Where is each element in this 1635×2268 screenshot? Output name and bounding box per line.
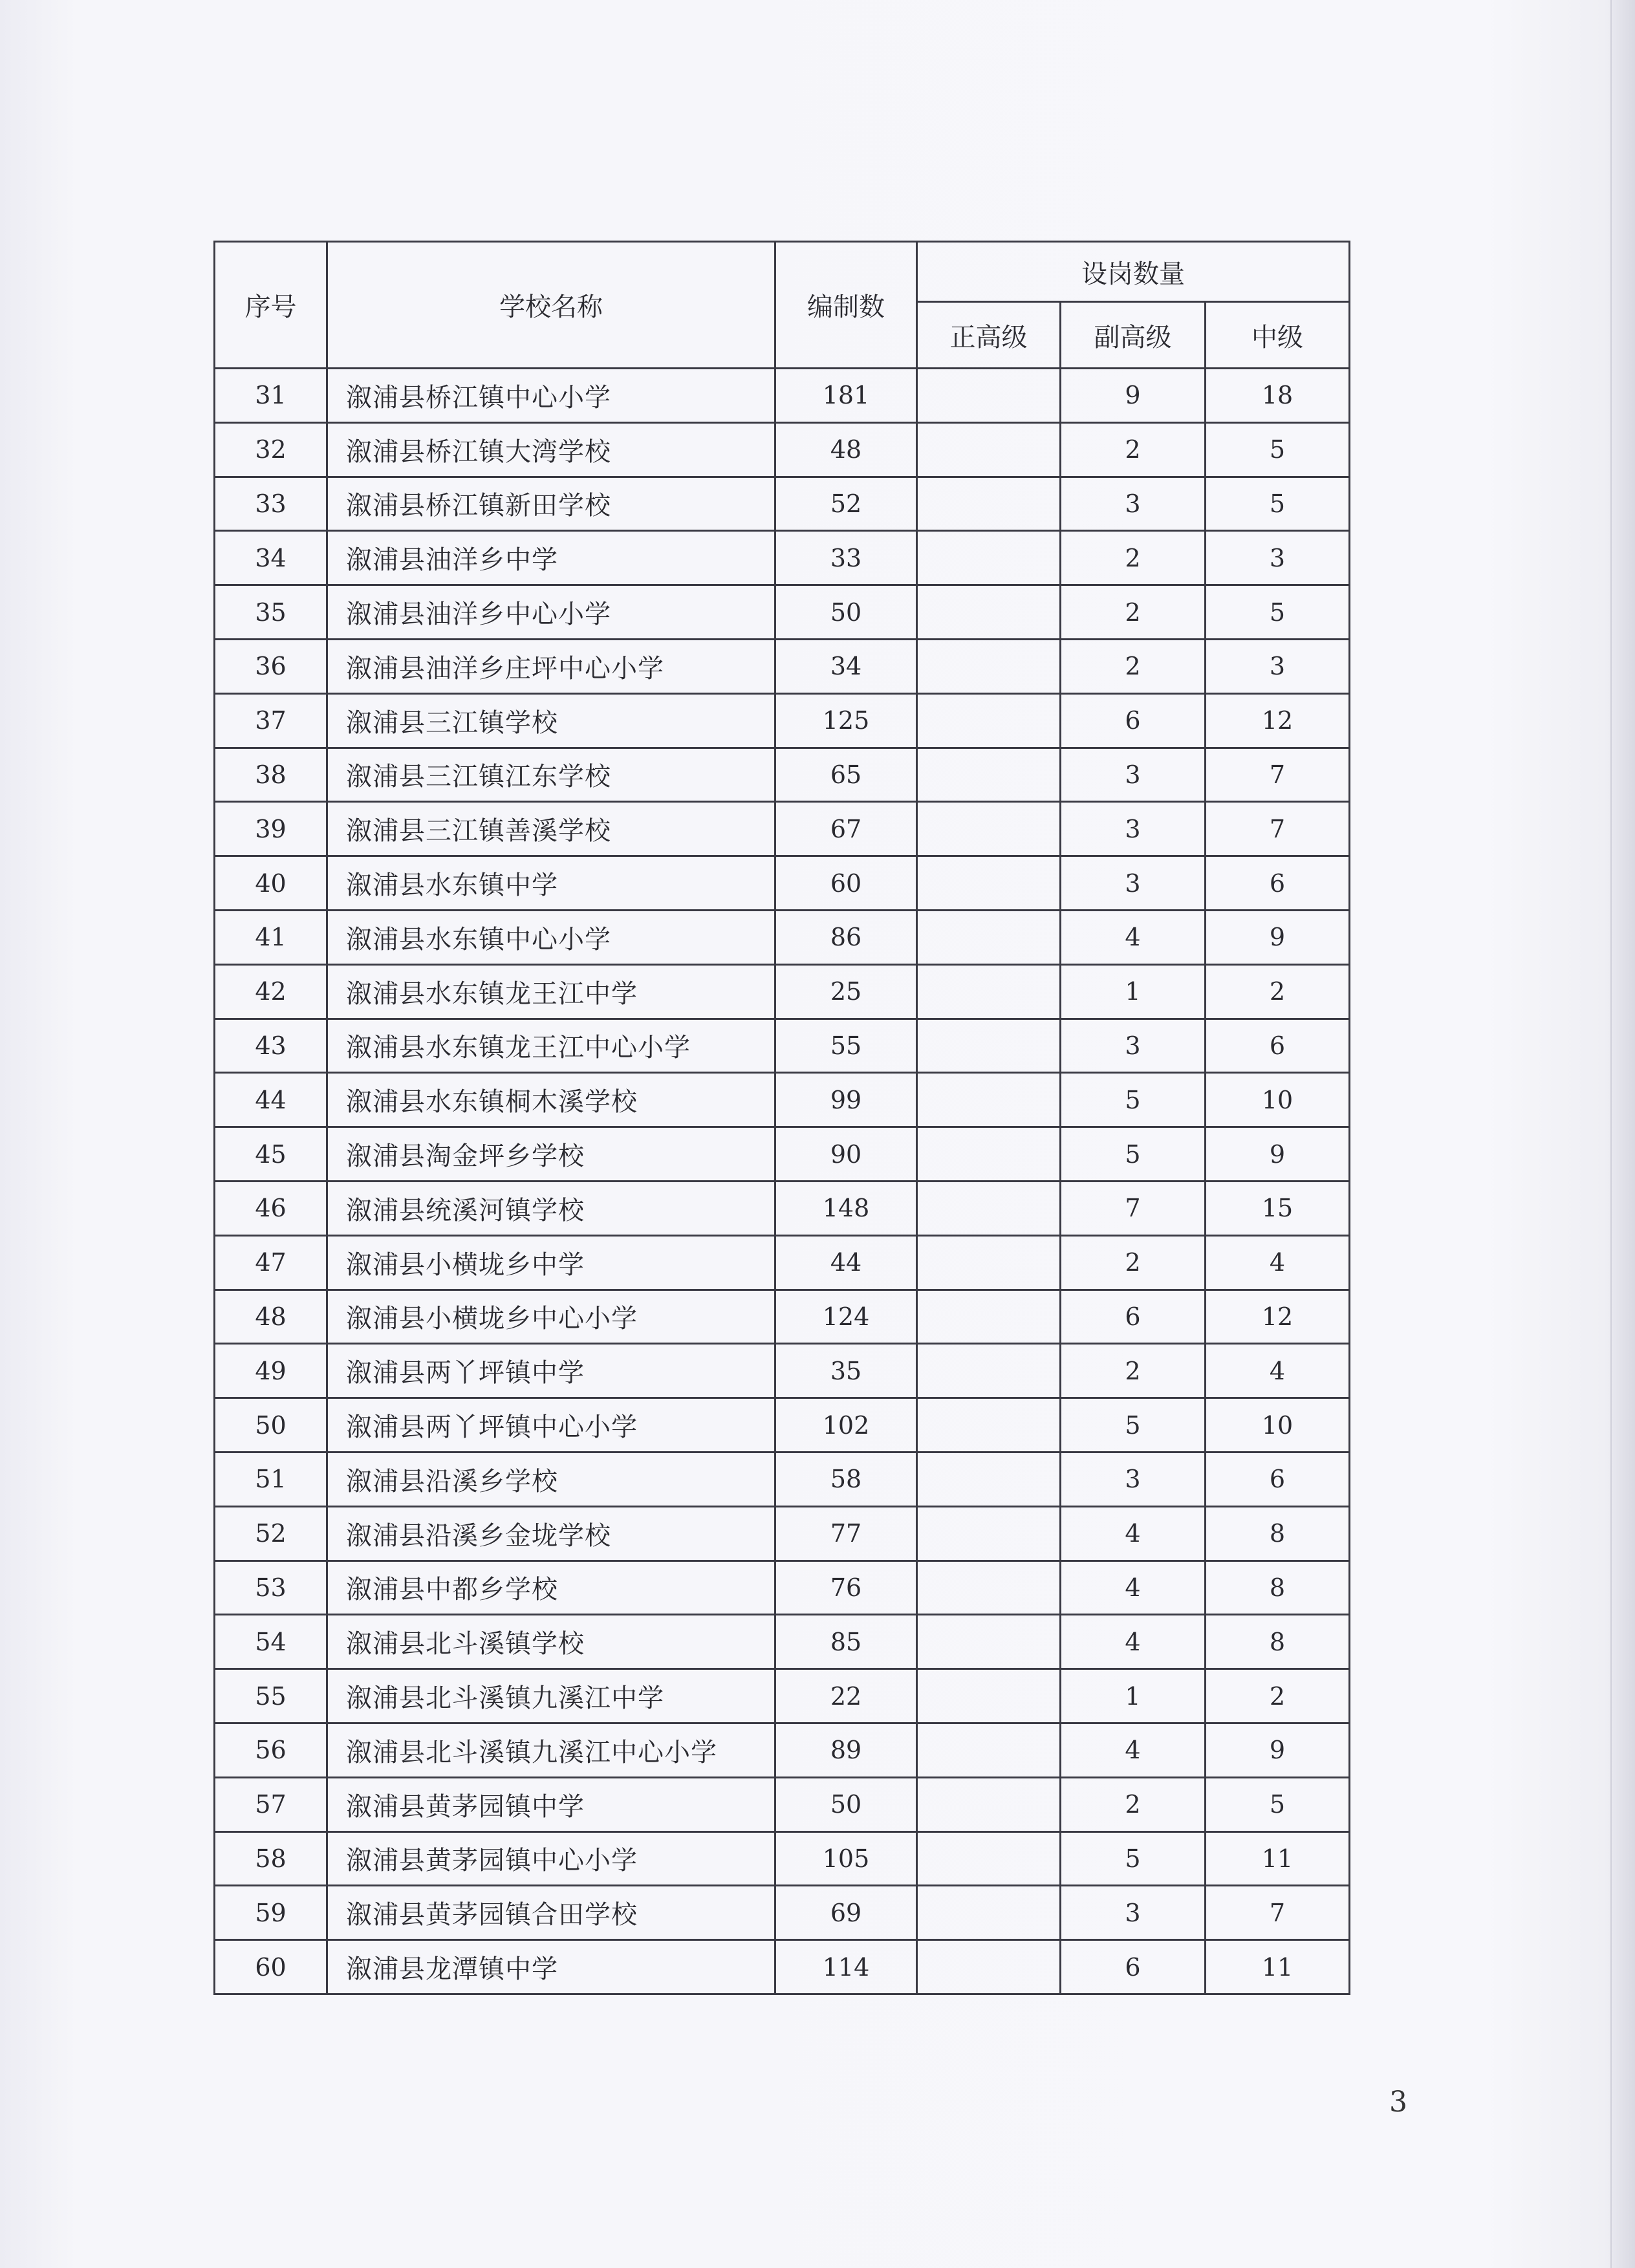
cell-quota: 22 bbox=[775, 1669, 917, 1723]
cell-school-name: 溆浦县水东镇中学 bbox=[327, 856, 775, 911]
table-row bbox=[215, 1777, 1350, 1831]
cell-intermediate: 7 bbox=[1206, 748, 1350, 802]
cell-senior bbox=[917, 1073, 1061, 1127]
cell-school-name: 溆浦县小横垅乡中学 bbox=[327, 1235, 775, 1290]
cell-seq: 48 bbox=[215, 1290, 327, 1344]
cell-seq: 36 bbox=[215, 639, 327, 693]
table-row bbox=[215, 1561, 1350, 1615]
cell-intermediate: 5 bbox=[1206, 422, 1350, 477]
table-row bbox=[215, 1506, 1350, 1561]
table-row bbox=[215, 1290, 1350, 1344]
cell-seq: 44 bbox=[215, 1073, 327, 1127]
cell-deputy-senior: 4 bbox=[1061, 1506, 1206, 1561]
cell-school-name: 溆浦县小横垅乡中心小学 bbox=[327, 1290, 775, 1344]
cell-quota: 65 bbox=[775, 748, 917, 802]
cell-senior bbox=[917, 1344, 1061, 1398]
cell-senior bbox=[917, 1615, 1061, 1669]
cell-intermediate: 5 bbox=[1206, 585, 1350, 640]
table-row bbox=[215, 964, 1350, 1019]
cell-seq: 43 bbox=[215, 1019, 327, 1073]
table-row bbox=[215, 1127, 1350, 1182]
table-row bbox=[215, 477, 1350, 531]
table-row bbox=[215, 422, 1350, 477]
table-row bbox=[215, 910, 1350, 964]
cell-seq: 52 bbox=[215, 1506, 327, 1561]
cell-school-name: 溆浦县桥江镇大湾学校 bbox=[327, 422, 775, 477]
cell-senior bbox=[917, 693, 1061, 748]
cell-quota: 99 bbox=[775, 1073, 917, 1127]
cell-school-name: 溆浦县黄茅园镇合田学校 bbox=[327, 1886, 775, 1940]
cell-school-name: 溆浦县三江镇学校 bbox=[327, 693, 775, 748]
cell-seq: 56 bbox=[215, 1723, 327, 1777]
cell-senior bbox=[917, 856, 1061, 911]
cell-seq: 31 bbox=[215, 369, 327, 423]
page-edge-shadow bbox=[1610, 0, 1635, 2268]
cell-quota: 102 bbox=[775, 1398, 917, 1453]
cell-quota: 90 bbox=[775, 1127, 917, 1182]
cell-deputy-senior: 6 bbox=[1061, 1290, 1206, 1344]
table-row bbox=[215, 1073, 1350, 1127]
cell-seq: 39 bbox=[215, 802, 327, 856]
cell-deputy-senior: 6 bbox=[1061, 1940, 1206, 1994]
cell-seq: 47 bbox=[215, 1235, 327, 1290]
cell-seq: 33 bbox=[215, 477, 327, 531]
cell-senior bbox=[917, 910, 1061, 964]
cell-senior bbox=[917, 1886, 1061, 1940]
cell-seq: 51 bbox=[215, 1452, 327, 1506]
cell-deputy-senior: 1 bbox=[1061, 964, 1206, 1019]
cell-intermediate: 8 bbox=[1206, 1506, 1350, 1561]
cell-deputy-senior: 5 bbox=[1061, 1831, 1206, 1886]
cell-school-name: 溆浦县水东镇桐木溪学校 bbox=[327, 1073, 775, 1127]
cell-intermediate: 6 bbox=[1206, 1019, 1350, 1073]
table-row bbox=[215, 802, 1350, 856]
cell-deputy-senior: 3 bbox=[1061, 477, 1206, 531]
cell-quota: 44 bbox=[775, 1235, 917, 1290]
cell-seq: 55 bbox=[215, 1669, 327, 1723]
cell-seq: 54 bbox=[215, 1615, 327, 1669]
cell-intermediate: 5 bbox=[1206, 1777, 1350, 1831]
cell-senior bbox=[917, 1723, 1061, 1777]
table-row bbox=[215, 1181, 1350, 1235]
cell-deputy-senior: 5 bbox=[1061, 1398, 1206, 1453]
cell-quota: 114 bbox=[775, 1940, 917, 1994]
cell-intermediate: 5 bbox=[1206, 477, 1350, 531]
cell-seq: 53 bbox=[215, 1561, 327, 1615]
cell-intermediate: 11 bbox=[1206, 1831, 1350, 1886]
cell-quota: 25 bbox=[775, 964, 917, 1019]
cell-deputy-senior: 2 bbox=[1061, 639, 1206, 693]
cell-school-name: 溆浦县龙潭镇中学 bbox=[327, 1940, 775, 1994]
cell-quota: 69 bbox=[775, 1886, 917, 1940]
cell-intermediate: 2 bbox=[1206, 964, 1350, 1019]
cell-senior bbox=[917, 1506, 1061, 1561]
cell-quota: 35 bbox=[775, 1344, 917, 1398]
cell-school-name: 溆浦县沿溪乡学校 bbox=[327, 1452, 775, 1506]
header-school-name: 学校名称 bbox=[327, 242, 775, 369]
cell-quota: 181 bbox=[775, 369, 917, 423]
cell-school-name: 溆浦县油洋乡庄坪中心小学 bbox=[327, 639, 775, 693]
cell-quota: 85 bbox=[775, 1615, 917, 1669]
cell-intermediate: 10 bbox=[1206, 1398, 1350, 1453]
cell-senior bbox=[917, 802, 1061, 856]
cell-intermediate: 10 bbox=[1206, 1073, 1350, 1127]
cell-deputy-senior: 2 bbox=[1061, 1777, 1206, 1831]
cell-seq: 57 bbox=[215, 1777, 327, 1831]
cell-intermediate: 7 bbox=[1206, 802, 1350, 856]
cell-seq: 60 bbox=[215, 1940, 327, 1994]
cell-quota: 60 bbox=[775, 856, 917, 911]
cell-intermediate: 4 bbox=[1206, 1235, 1350, 1290]
table-row bbox=[215, 1398, 1350, 1453]
cell-senior bbox=[917, 369, 1061, 423]
cell-school-name: 溆浦县桥江镇中心小学 bbox=[327, 369, 775, 423]
table-row bbox=[215, 369, 1350, 423]
cell-deputy-senior: 1 bbox=[1061, 1669, 1206, 1723]
cell-senior bbox=[917, 1398, 1061, 1453]
cell-quota: 58 bbox=[775, 1452, 917, 1506]
cell-quota: 33 bbox=[775, 531, 917, 585]
cell-intermediate: 3 bbox=[1206, 531, 1350, 585]
cell-intermediate: 6 bbox=[1206, 1452, 1350, 1506]
cell-intermediate: 9 bbox=[1206, 1723, 1350, 1777]
cell-senior bbox=[917, 531, 1061, 585]
header-deputy-senior: 副高级 bbox=[1061, 302, 1206, 369]
cell-deputy-senior: 3 bbox=[1061, 856, 1206, 911]
cell-school-name: 溆浦县桥江镇新田学校 bbox=[327, 477, 775, 531]
table-row bbox=[215, 531, 1350, 585]
table-row bbox=[215, 748, 1350, 802]
table-row bbox=[215, 1886, 1350, 1940]
cell-senior bbox=[917, 422, 1061, 477]
cell-deputy-senior: 4 bbox=[1061, 1723, 1206, 1777]
cell-senior bbox=[917, 1127, 1061, 1182]
cell-quota: 125 bbox=[775, 693, 917, 748]
cell-seq: 32 bbox=[215, 422, 327, 477]
cell-quota: 77 bbox=[775, 1506, 917, 1561]
cell-senior bbox=[917, 585, 1061, 640]
cell-deputy-senior: 7 bbox=[1061, 1181, 1206, 1235]
cell-quota: 89 bbox=[775, 1723, 917, 1777]
cell-senior bbox=[917, 748, 1061, 802]
cell-school-name: 溆浦县北斗溪镇九溪江中学 bbox=[327, 1669, 775, 1723]
cell-intermediate: 8 bbox=[1206, 1561, 1350, 1615]
cell-deputy-senior: 9 bbox=[1061, 369, 1206, 423]
cell-school-name: 溆浦县水东镇龙王江中心小学 bbox=[327, 1019, 775, 1073]
cell-intermediate: 9 bbox=[1206, 1127, 1350, 1182]
cell-quota: 86 bbox=[775, 910, 917, 964]
cell-quota: 148 bbox=[775, 1181, 917, 1235]
cell-deputy-senior: 6 bbox=[1061, 693, 1206, 748]
cell-seq: 34 bbox=[215, 531, 327, 585]
post-allocation-table bbox=[213, 241, 1350, 1995]
cell-intermediate: 9 bbox=[1206, 910, 1350, 964]
cell-school-name: 溆浦县北斗溪镇九溪江中心小学 bbox=[327, 1723, 775, 1777]
cell-intermediate: 4 bbox=[1206, 1344, 1350, 1398]
table-row bbox=[215, 856, 1350, 911]
cell-deputy-senior: 4 bbox=[1061, 1615, 1206, 1669]
table-row bbox=[215, 639, 1350, 693]
cell-senior bbox=[917, 1235, 1061, 1290]
cell-deputy-senior: 4 bbox=[1061, 910, 1206, 964]
table-row bbox=[215, 1344, 1350, 1398]
cell-quota: 50 bbox=[775, 1777, 917, 1831]
table-row bbox=[215, 1723, 1350, 1777]
cell-senior bbox=[917, 1940, 1061, 1994]
cell-seq: 50 bbox=[215, 1398, 327, 1453]
cell-senior bbox=[917, 1290, 1061, 1344]
cell-quota: 67 bbox=[775, 802, 917, 856]
cell-senior bbox=[917, 1452, 1061, 1506]
table-row bbox=[215, 1669, 1350, 1723]
cell-deputy-senior: 2 bbox=[1061, 1344, 1206, 1398]
cell-seq: 42 bbox=[215, 964, 327, 1019]
cell-deputy-senior: 3 bbox=[1061, 1452, 1206, 1506]
cell-intermediate: 11 bbox=[1206, 1940, 1350, 1994]
cell-deputy-senior: 3 bbox=[1061, 802, 1206, 856]
cell-school-name: 溆浦县水东镇龙王江中学 bbox=[327, 964, 775, 1019]
cell-school-name: 溆浦县两丫坪镇中心小学 bbox=[327, 1398, 775, 1453]
cell-school-name: 溆浦县黄茅园镇中学 bbox=[327, 1777, 775, 1831]
cell-seq: 45 bbox=[215, 1127, 327, 1182]
cell-seq: 38 bbox=[215, 748, 327, 802]
cell-senior bbox=[917, 964, 1061, 1019]
header-quota: 编制数 bbox=[775, 242, 917, 369]
cell-intermediate: 6 bbox=[1206, 856, 1350, 911]
table-row bbox=[215, 1940, 1350, 1994]
table-row bbox=[215, 585, 1350, 640]
cell-school-name: 溆浦县统溪河镇学校 bbox=[327, 1181, 775, 1235]
cell-seq: 58 bbox=[215, 1831, 327, 1886]
cell-school-name: 溆浦县北斗溪镇学校 bbox=[327, 1615, 775, 1669]
cell-intermediate: 18 bbox=[1206, 369, 1350, 423]
cell-school-name: 溆浦县水东镇中心小学 bbox=[327, 910, 775, 964]
cell-quota: 105 bbox=[775, 1831, 917, 1886]
cell-deputy-senior: 2 bbox=[1061, 1235, 1206, 1290]
table-row bbox=[215, 1452, 1350, 1506]
header-senior: 正高级 bbox=[917, 302, 1061, 369]
cell-intermediate: 7 bbox=[1206, 1886, 1350, 1940]
cell-school-name: 溆浦县油洋乡中学 bbox=[327, 531, 775, 585]
cell-quota: 34 bbox=[775, 639, 917, 693]
cell-deputy-senior: 2 bbox=[1061, 585, 1206, 640]
cell-school-name: 溆浦县两丫坪镇中学 bbox=[327, 1344, 775, 1398]
cell-senior bbox=[917, 1561, 1061, 1615]
table-row bbox=[215, 1615, 1350, 1669]
cell-senior bbox=[917, 1019, 1061, 1073]
cell-senior bbox=[917, 1669, 1061, 1723]
header-seq: 序号 bbox=[215, 242, 327, 369]
cell-intermediate: 3 bbox=[1206, 639, 1350, 693]
cell-school-name: 溆浦县中都乡学校 bbox=[327, 1561, 775, 1615]
cell-senior bbox=[917, 1777, 1061, 1831]
cell-intermediate: 15 bbox=[1206, 1181, 1350, 1235]
table-row bbox=[215, 1831, 1350, 1886]
cell-deputy-senior: 4 bbox=[1061, 1561, 1206, 1615]
cell-deputy-senior: 2 bbox=[1061, 531, 1206, 585]
cell-intermediate: 8 bbox=[1206, 1615, 1350, 1669]
cell-deputy-senior: 5 bbox=[1061, 1073, 1206, 1127]
cell-quota: 124 bbox=[775, 1290, 917, 1344]
cell-seq: 49 bbox=[215, 1344, 327, 1398]
cell-school-name: 溆浦县三江镇江东学校 bbox=[327, 748, 775, 802]
cell-intermediate: 2 bbox=[1206, 1669, 1350, 1723]
cell-deputy-senior: 3 bbox=[1061, 748, 1206, 802]
cell-quota: 52 bbox=[775, 477, 917, 531]
cell-seq: 35 bbox=[215, 585, 327, 640]
cell-school-name: 溆浦县淘金坪乡学校 bbox=[327, 1127, 775, 1182]
cell-senior bbox=[917, 1831, 1061, 1886]
cell-quota: 50 bbox=[775, 585, 917, 640]
cell-deputy-senior: 3 bbox=[1061, 1886, 1206, 1940]
cell-school-name: 溆浦县油洋乡中心小学 bbox=[327, 585, 775, 640]
table-row bbox=[215, 1019, 1350, 1073]
cell-deputy-senior: 5 bbox=[1061, 1127, 1206, 1182]
cell-intermediate: 12 bbox=[1206, 1290, 1350, 1344]
cell-seq: 41 bbox=[215, 910, 327, 964]
header-posts-group: 设岗数量 bbox=[917, 242, 1350, 302]
cell-seq: 40 bbox=[215, 856, 327, 911]
cell-quota: 76 bbox=[775, 1561, 917, 1615]
cell-senior bbox=[917, 639, 1061, 693]
cell-quota: 55 bbox=[775, 1019, 917, 1073]
cell-school-name: 溆浦县沿溪乡金垅学校 bbox=[327, 1506, 775, 1561]
cell-seq: 37 bbox=[215, 693, 327, 748]
cell-quota: 48 bbox=[775, 422, 917, 477]
table-row bbox=[215, 1235, 1350, 1290]
cell-deputy-senior: 3 bbox=[1061, 1019, 1206, 1073]
cell-senior bbox=[917, 477, 1061, 531]
cell-seq: 46 bbox=[215, 1181, 327, 1235]
cell-school-name: 溆浦县黄茅园镇中心小学 bbox=[327, 1831, 775, 1886]
cell-school-name: 溆浦县三江镇善溪学校 bbox=[327, 802, 775, 856]
table-row bbox=[215, 693, 1350, 748]
cell-deputy-senior: 2 bbox=[1061, 422, 1206, 477]
cell-seq: 59 bbox=[215, 1886, 327, 1940]
table-body bbox=[215, 369, 1350, 1994]
page-number: 3 bbox=[1389, 2086, 1407, 2119]
cell-intermediate: 12 bbox=[1206, 693, 1350, 748]
header-intermediate: 中级 bbox=[1206, 302, 1350, 369]
cell-senior bbox=[917, 1181, 1061, 1235]
